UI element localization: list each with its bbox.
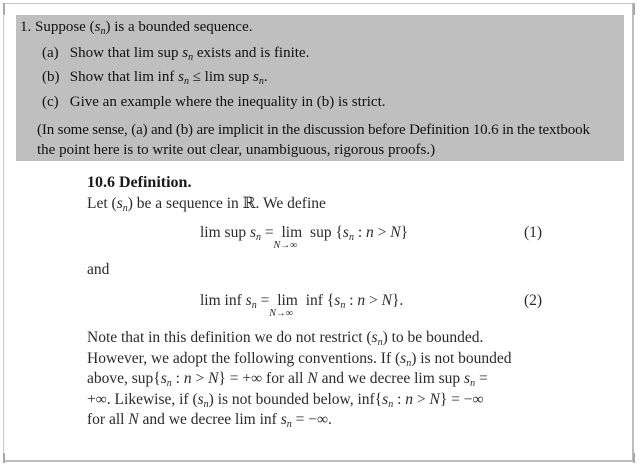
connector-text: and bbox=[87, 261, 110, 278]
problem-remark-line: (In some sense, (a) and (b) are implicit in the discussion before Definition 10.6 in the textbook bbox=[37, 122, 590, 138]
frame-corner bbox=[633, 453, 635, 463]
frame-corner bbox=[3, 3, 5, 15]
problem-part-c: (c) Give an example where the inequality in (b) is strict. bbox=[42, 94, 386, 110]
equation-limsup: lim sup $s_n = \lim$ N→∞ sup {$s_n$ : n > N} bbox=[200, 224, 409, 251]
limit-operator: lim N→∞ bbox=[269, 292, 298, 319]
definition-heading: 10.6 Definition. bbox=[87, 174, 192, 191]
part-tag: (a) bbox=[42, 45, 59, 61]
part-tag: (b) bbox=[42, 69, 60, 85]
definition-intro: Let $(s_n)$ be a sequence in ℝ. We define bbox=[87, 195, 326, 214]
problem-box bbox=[16, 15, 624, 161]
problem-intro: 1. Suppose $(s_n)$ is a bounded sequence. bbox=[20, 19, 253, 37]
note-line: However, we adopt the following conventions. If $(s_n)$ is not bounded bbox=[87, 349, 512, 369]
part-tag: (c) bbox=[42, 94, 59, 110]
frame-corner bbox=[633, 3, 635, 15]
problem-part-a: (a) Show that lim sup $s_n$ exists and is finite. bbox=[42, 45, 310, 63]
note-line: Note that in this definition we do not restrict $(s_n)$ to be bounded. bbox=[87, 329, 484, 348]
note-line: +∞. Likewise, if $(s_n)$ is not bounded below, $inf\{s_n$ : n > N} = −∞ bbox=[87, 390, 484, 410]
note-line: above, $sup\{s_n$ : n > N} = +∞ for all N and we decree lim sup $s_n$ = bbox=[87, 370, 488, 389]
equation-number: (1) bbox=[524, 224, 543, 241]
equation-liminf: lim inf $s_n = \lim$ N→∞ inf {$s_n$ : n > N}. bbox=[200, 292, 404, 319]
problem-number: 1. bbox=[20, 19, 32, 35]
problem-remark-line: the point here is to write out clear, unambiguous, rigorous proofs.) bbox=[37, 142, 436, 158]
note-line: for all N and we decree lim inf $s_n$ = −∞. bbox=[87, 411, 332, 430]
frame-corner bbox=[3, 453, 5, 463]
problem-part-b: (b) Show that lim inf $s_n \le \lim$ sup $s_n$. bbox=[42, 69, 268, 87]
equation-number: (2) bbox=[524, 292, 543, 309]
limit-operator: lim N→∞ bbox=[273, 224, 303, 251]
definition-note bbox=[87, 328, 549, 431]
